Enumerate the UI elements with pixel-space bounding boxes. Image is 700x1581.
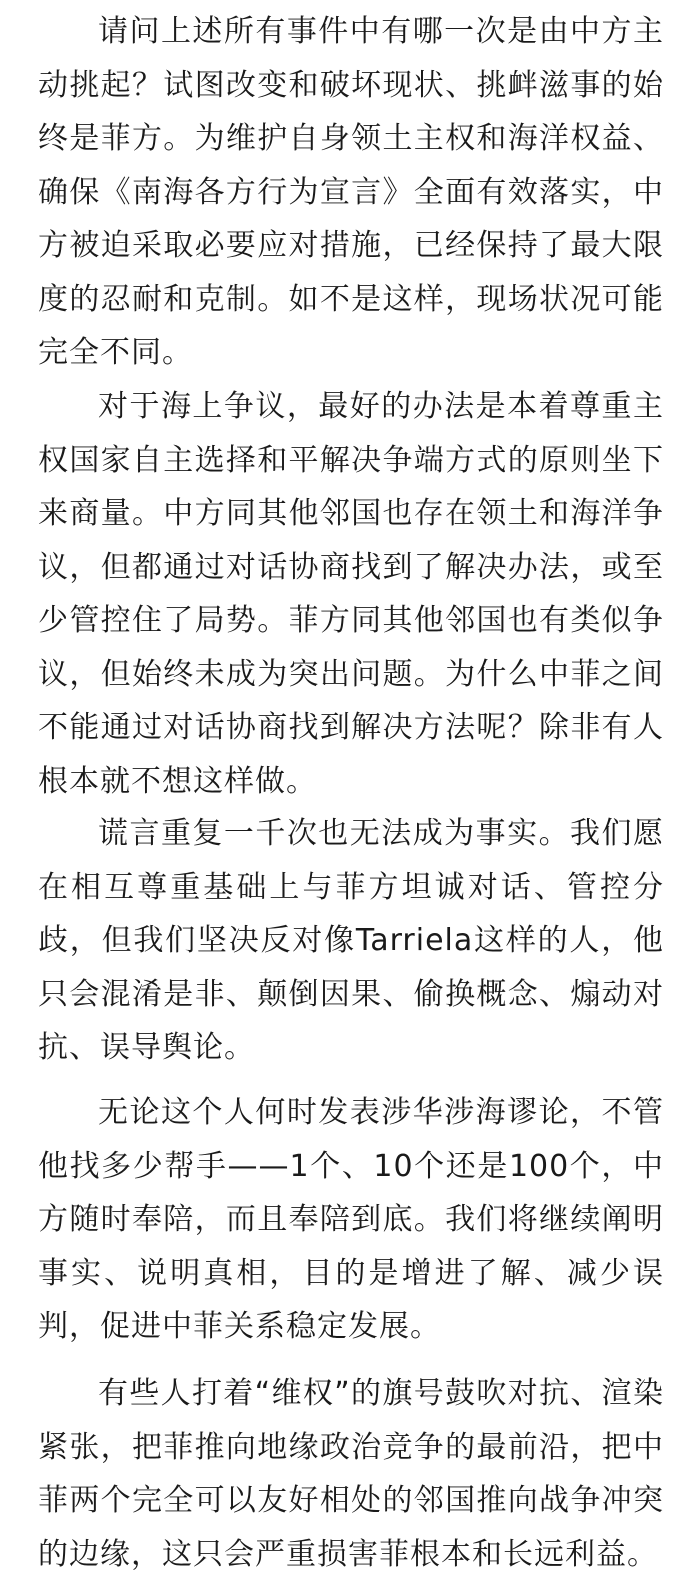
paragraph-3: 谎言重复一千次也无法成为事实。我们愿在相互尊重基础上与菲方坦诚对话、管控分歧，但我们坚决反对像Tarriela这样的人，他只会混淆是非、颠倒因果、偷换概念、煽动对抗、误导舆论。 <box>38 816 664 1065</box>
paragraph-5: 有些人打着“维权”的旗号鼓吹对抗、渲染紧张，把菲推向地缘政治竞争的最前沿，把中菲两个完全可以友好相处的邻国推向战争冲突的边缘，这只会严重损害菲根本和长远利益。 <box>38 1376 664 1572</box>
paragraph-4: 无论这个人何时发表涉华涉海谬论，不管他找多少帮手——1个、10个还是100个，中方随时奉陪，而且奉陪到底。我们将继续阐明事实、说明真相，目的是增进了解、减少误判，促进中菲关系稳定发展。 <box>38 1095 664 1344</box>
paragraph-2: 对于海上争议，最好的办法是本着尊重主权国家自主选择和平解决争端方式的原则坐下来商量。中方同其他邻国也存在领土和海洋争议，但都通过对话协商找到了解决办法，或至少管控住了局势。菲方同其他邻国也有类似争议，但始终未成为突出问题。为什么中菲之间不能通过对话协商找到解决方法呢？除非有人根本就不想这样做。 <box>38 389 664 799</box>
paragraph-1: 请问上述所有事件中有哪一次是由中方主动挑起？试图改变和破坏现状、挑衅滋事的始终是菲方。为维护自身领土主权和海洋权益、确保《南海各方行为宣言》全面有效落实，中方被迫采取必要应对措施，已经保持了最大限度的忍耐和克制。如不是这样，现场状况可能完全不同。 <box>38 14 664 370</box>
